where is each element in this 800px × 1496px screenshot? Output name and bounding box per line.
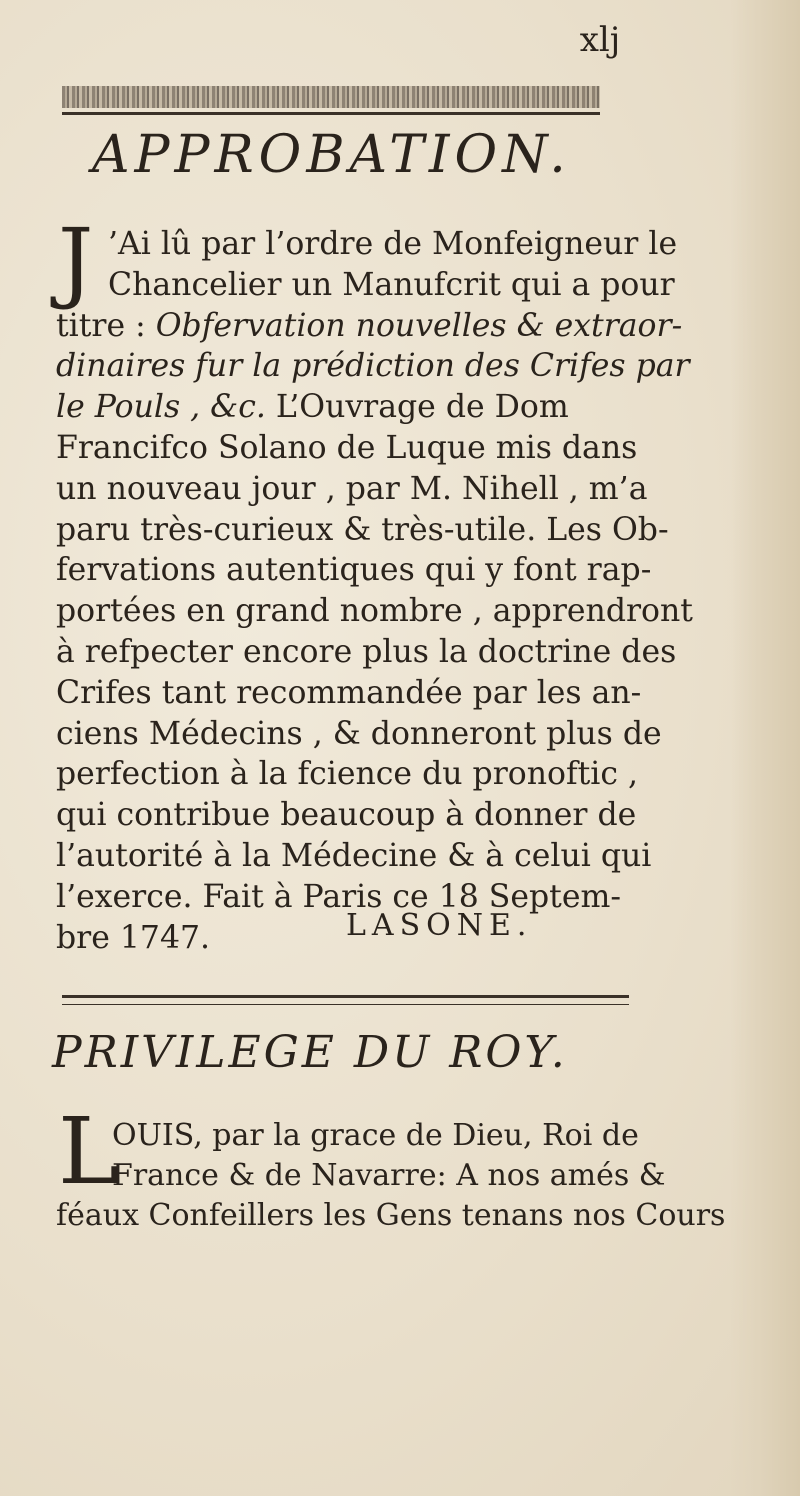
- page-gutter-shadow: [730, 0, 800, 1496]
- approbation-line: ’Ai lû par l’ordre de Monfeigneur le: [108, 226, 678, 262]
- approbation-line: qui contribue beaucoup à donner de: [56, 797, 637, 834]
- approbation-line: bre 1747.: [56, 919, 211, 956]
- approbation-line: ciens Médecins , & donneront plus de: [56, 715, 662, 752]
- approbation-line: à refpecter encore plus la doctrine des: [56, 633, 677, 670]
- approbation-line: l’autorité à la Médecine & à celui qui: [56, 837, 652, 874]
- approbation-line: titre : Obfervation nouvelles & extraor-: [56, 307, 683, 344]
- approbation-line: portées en grand nombre , apprendront: [56, 593, 693, 630]
- privilege-line: France & de Navarre: A nos amés &: [112, 1158, 666, 1193]
- header-ornament: [62, 86, 600, 108]
- privilege-body: [56, 1116, 726, 1236]
- page-folio: xlj: [579, 20, 621, 60]
- approbation-body: [56, 224, 706, 958]
- approbation-line: Francifco Solano de Luque mis dans: [56, 429, 638, 466]
- approbation-line: perfection à la fcience du pronoftic ,: [56, 756, 639, 793]
- approbation-line: paru très-curieux & très-utile. Les Ob-: [56, 511, 669, 548]
- section-divider: [62, 995, 629, 1005]
- approbation-line: fervations autentiques qui y font rap-: [56, 552, 652, 589]
- approbation-line: Crifes tant recommandée par les an-: [56, 674, 642, 711]
- approbation-line: Chancelier un Manufcrit qui a pour: [108, 266, 675, 303]
- approbation-line: l’exerce. Fait à Paris ce 18 Septem-: [56, 878, 622, 915]
- privilege-drop-cap: L: [58, 1098, 120, 1205]
- header-rule: [62, 112, 600, 115]
- approbation-line: le Pouls , &c. L’Ouvrage de Dom: [56, 389, 569, 426]
- approbation-drop-cap: J: [58, 209, 94, 312]
- privilege-title: PRIVILEGE DU ROY.: [52, 1027, 568, 1078]
- approbation-line: un nouveau jour , par M. Nihell , m’a: [56, 470, 648, 507]
- approbation-line: dinaires fur la prédiction des Crifes par: [56, 348, 690, 385]
- approbation-signature: LASONE.: [346, 908, 533, 943]
- privilege-line: OUIS, par la grace de Dieu, Roi de: [112, 1118, 639, 1153]
- approbation-title: APPROBATION.: [92, 125, 571, 185]
- privilege-line: féaux Confeillers les Gens tenans nos Cours: [56, 1198, 726, 1233]
